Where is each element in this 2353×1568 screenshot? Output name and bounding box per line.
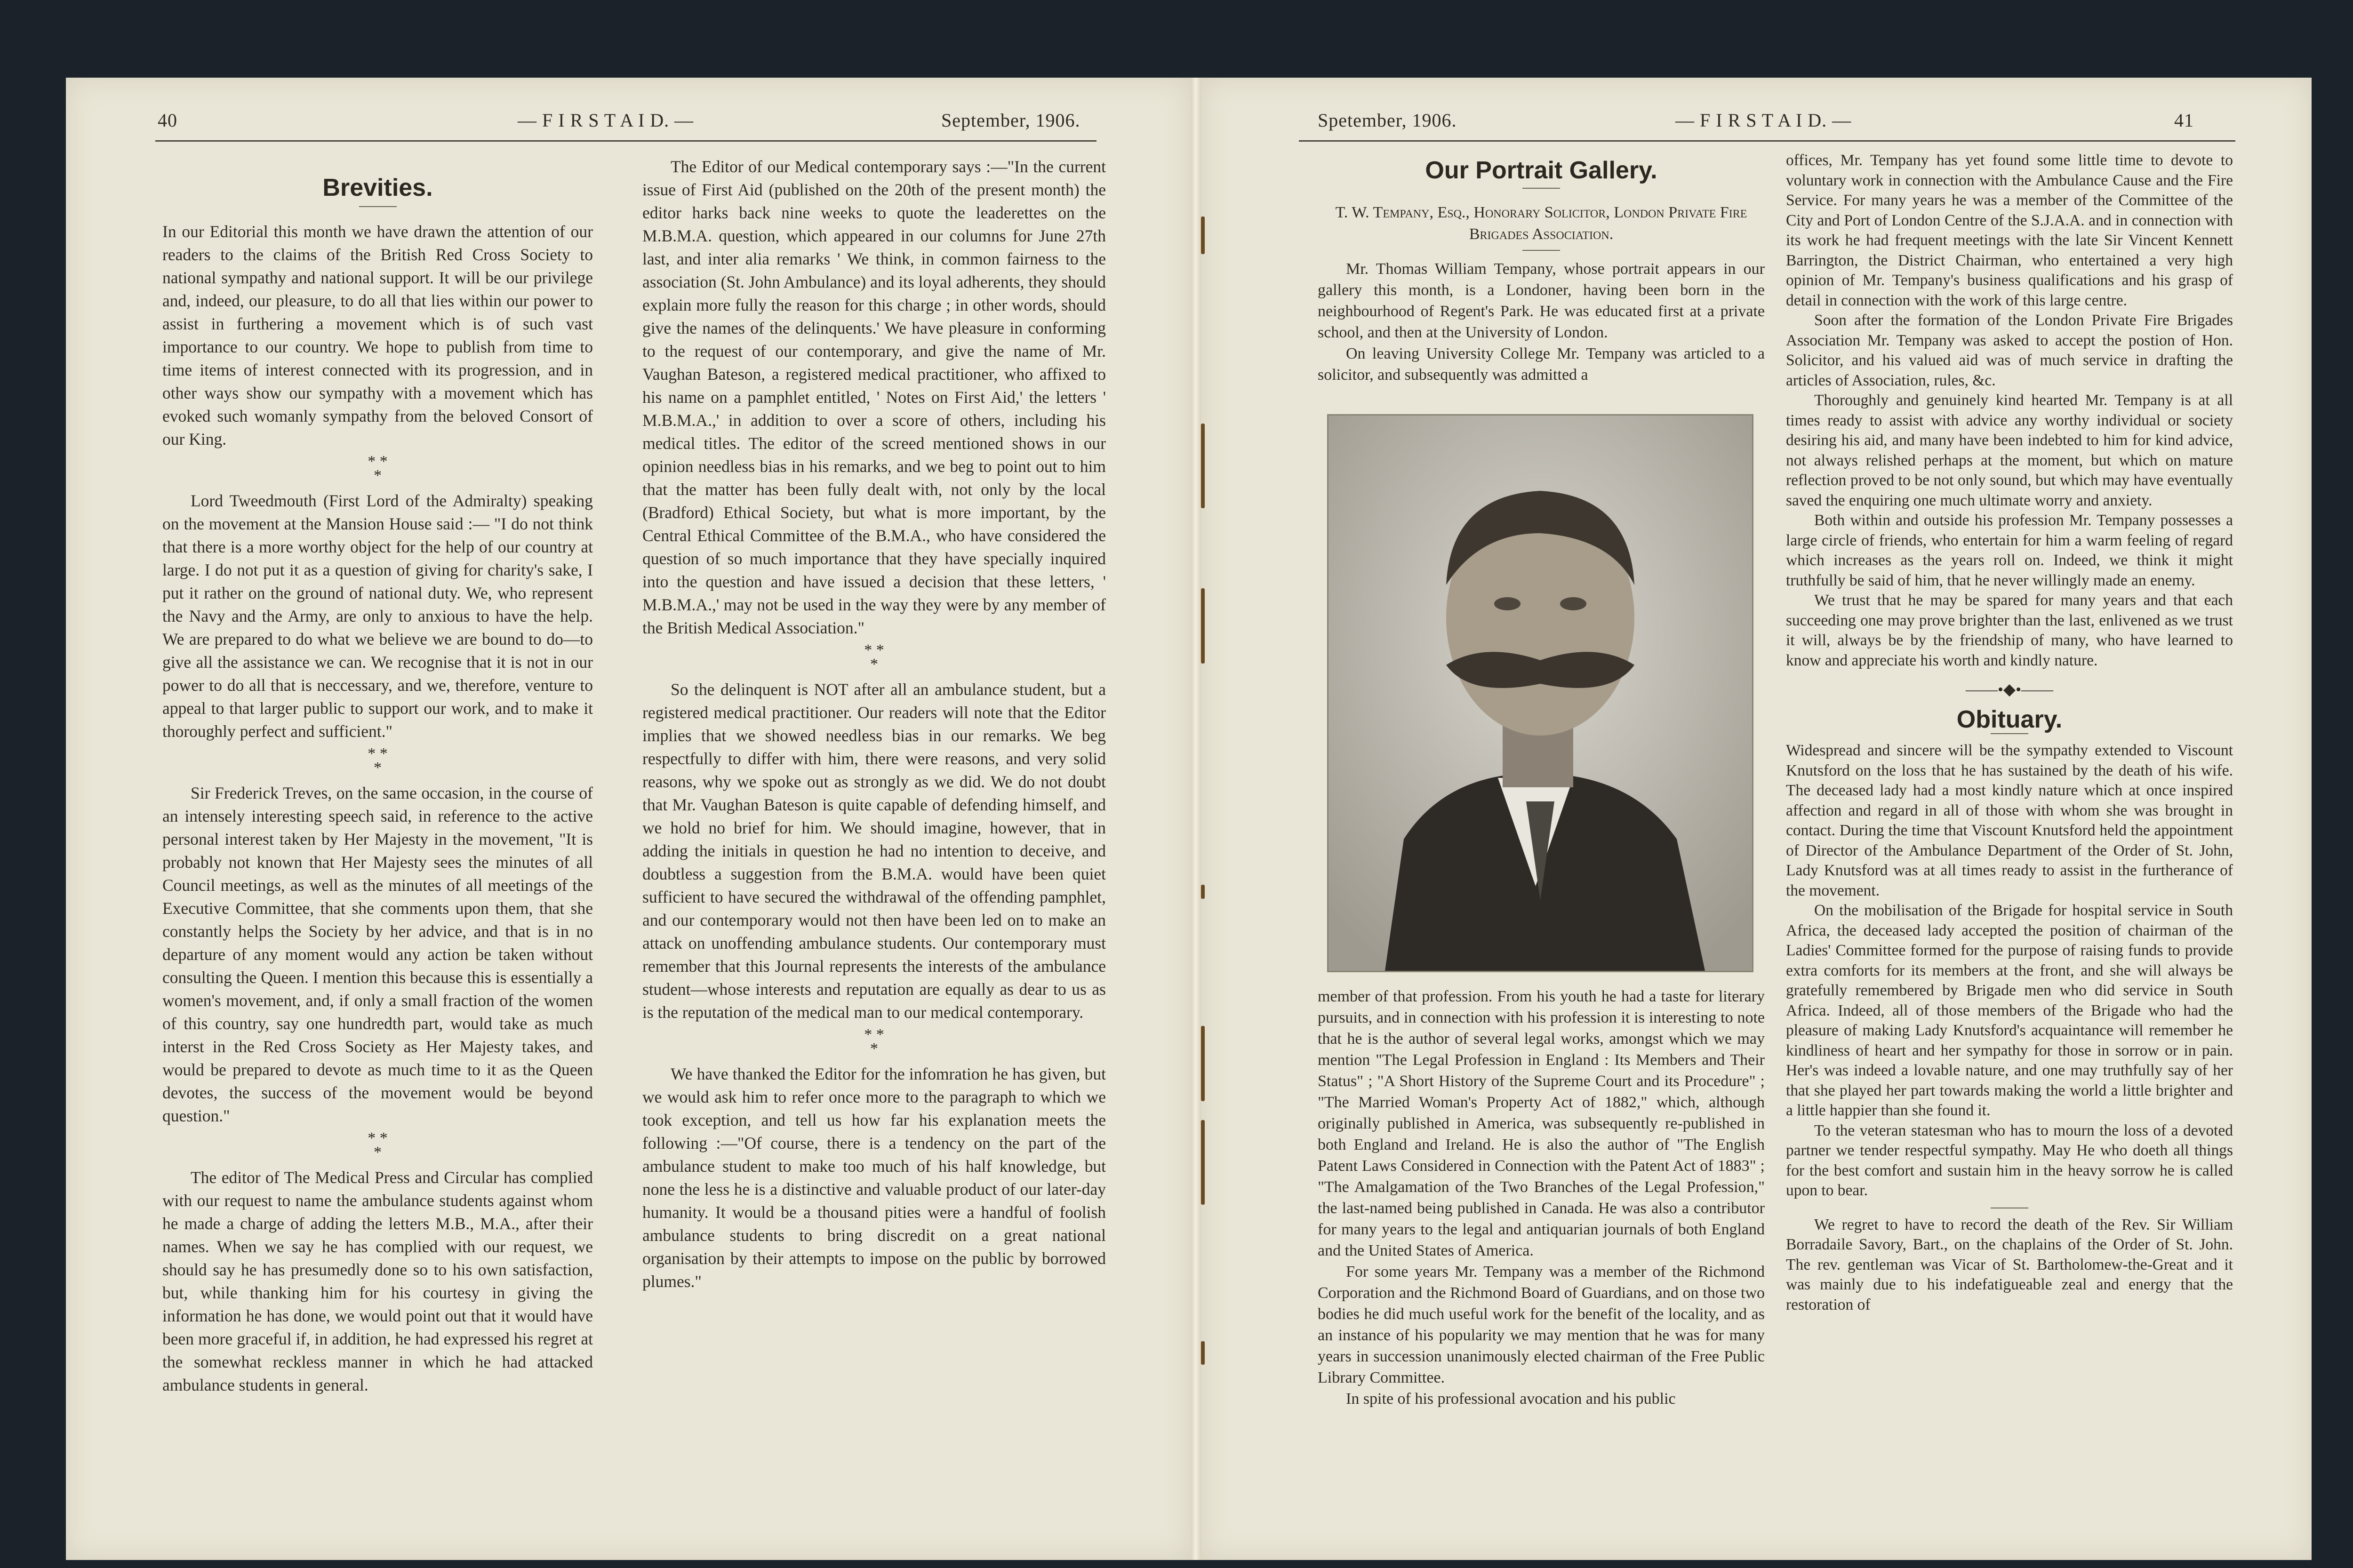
section-stars: * * * — [864, 1026, 884, 1057]
binding-stitch — [1201, 885, 1205, 899]
section-stars: * * * — [368, 1129, 388, 1161]
binding-stitch — [1201, 1341, 1205, 1365]
portrait-paragraph: Soon after the formation of the London Private Fire Brigades Association Mr. Tempany was asked to accept the postion of Hon. Solicitor, and his valued aid was of much service in drafting the articles of Association, rules, &c. — [1786, 312, 2233, 389]
obituary-paragraph: Widespread and sincere will be the sympathy extended to Viscount Knutsford on the loss that he has sustained by the death of his wife. The deceased lady had a most kindly nature which at once inspired affection and regard in all of those with whom she was brought in contact. During the time that Viscount Knutsford held the appointment of Director of the Ambulance Department of the Order of St. John, Lady Knutsford was at all times ready to assist in the furtherance of the movement. — [1786, 742, 2233, 899]
portrait-paragraph: Thoroughly and genuinely kind hearted Mr. Tempany is at all times ready to assist with advice any worthy individual or society desiring his aid, and many have been indebted to him for kind advice, not always relished perhaps at the moment, but which on mature reflection proved to be not only sound, but which may have eventually saved the enquiring one much ultimate worry and anxiety. — [1786, 392, 2233, 509]
page-number: 41 — [2174, 110, 2194, 131]
obituary-paragraph: We regret to have to record the death of the Rev. Sir William Borradaile Savory, Bart., on the chaplains of the Order of St. John. The rev. gentleman was Vicar of St. Bartholomew-the-Great and it was mainly due to his indefatigueable zeal and energy that the restoration of — [1786, 1216, 2233, 1313]
header-rule — [155, 140, 1096, 142]
left-column-2 — [642, 155, 1106, 1293]
brevities-paragraph: The Editor of our Medical contemporary says :—"In the current issue of First Aid (published on the 20th of the present month) the editor harks back nine weeks to quote the leaderettes on the M.B.M.A. question, which appeared in our columns for June 27th last, and inter alia remarks ' We think, in common fairness to the association (St. John Ambulance) and its loyal adherents, they should explain more fully the reason for this charge ; in other words, should give the names of the delinquents.' We have pleasure in conforming to the request of our contemporary, and give the name of Mr. Vaughan Bateson, a registered medical practitioner, who affixed to his name on a pamphlet entitled, ' Notes on First Aid,' the letters ' M.B.M.A.,' in addition to over a score of others, including his medical titles. The editor of the screed mentioned shows in our opinion needless bias in his remarks, and we beg to point out to him that the matter has been fully dealt with, not only by the local (Bradford) Ethical Society, but what is more important, by the Central Ethical Committee of the B.M.A., who have considered the question of so much importance that they have specially inquired into the question and have issued a decision that these letters, ' M.B.M.A.,' may not be used in the way they were by any member of the British Medical Association." — [642, 157, 1106, 637]
byline-rule — [1522, 250, 1560, 251]
portrait-paragraph: member of that profession. From his youth he had a taste for literary pursuits, and in connection with his profession it is interesting to note that he is the author of several legal works, amongst which we may mention "The Legal Profession in England : Its Members and Their Status" ; "A Short History of the Supreme Court and its Procedure" ; "The Married Woman's Property Act of 1882," which, although originally published in America, was subsequently re-published in both England and Ireland. He is also the author of "The English Patent Laws Considered in Connection with the Patent Act of 1883" ; "The Amalgamation of the Two Branches of the Legal Profession," the last-named being published in Canada. He was also a contributor for many years to the legal and antiquarian journals of both England and the United States of America. — [1318, 988, 1765, 1259]
issue-date: September, 1906. — [941, 110, 1080, 131]
portrait-paragraph: On leaving University College Mr. Tempany was articled to a solicitor, and subsequently was admitted a — [1318, 345, 1765, 384]
right-column-1-top — [1318, 155, 1765, 385]
portrait-gallery-heading: Our Portrait Gallery. — [1425, 157, 1657, 184]
binding-stitch — [1201, 1120, 1205, 1205]
portrait-paragraph: For some years Mr. Tempany was a member of the Richmond Corporation and the Richmond Board of Guardians, and on those two bodies he did much useful work for the benefit of the locality, and as an instance of his popularity we may mention that he was for many years in succession unanimously elected chairman of the Free Public Library Committee. — [1318, 1263, 1765, 1386]
running-title: — F I R S T A I D. — — [1675, 110, 1852, 131]
brevities-paragraph: We have thanked the Editor for the infomration he has given, but we would ask him to refer once more to the paragraph to which we took exception, and tell us how far his explanation meets the following :—"Of course, there is a tendency on the part of the ambulance student to make too much of his half knowledge, but none the less he is a distinctive and valuable product of our later-day humanity. It would be a thousand pities were a handful of foolish ambulance students to bring discredit on a great national organisation by their attempts to impose on the public by borrowed plumes." — [642, 1064, 1106, 1291]
binding-stitch — [1201, 424, 1205, 508]
obituary-paragraph: On the mobilisation of the Brigade for hospital service in South Africa, the deceased lady accepted the position of chairman of the Ladies' Committee formed for the purpose of raising funds to provide extra comforts for its members at the front, and she will always be gratefully remembered by Brigade men who did service in South Africa. Indeed, all of those members of the Brigade who had the pleasure of making Lady Knutsford's acquaintance will remember he kindliness of heart and her sympathy for those in sorrow or in pain. Her's was indeed a lovable nature, and one may truthfully say of her that she played her part towards making the world a little brighter and a little happier than she found it. — [1786, 902, 2233, 1119]
section-stars: * * * — [368, 453, 388, 484]
brevities-paragraph: So the delinquent is NOT after all an ambulance student, but a registered medical practitioner. Our readers will note that the Editor implies that we showed needless bias in our remarks. We beg respectfully to differ with him, there were reasons, and very solid reasons, why we spoke out as strongly as we did. We do not doubt that Mr. Vaughan Bateson is quite capable of defending himself, and we hold no brief for him. We should imagine, however, that in adding the initials in question he had no intention to deceive, and doubtless a suggestion from the B.M.A. would have been quiet sufficient to have secured the withdrawal of the offending pamphlet, and our contemporary would not then have been led on to make an attack on unoffending ambulance students. Our contemporary must remember that this Journal represents the interests of the ambulance student—whose interests and reputation are equally as dear to us as is the reputation of the medical man to our medical contemporary. — [642, 680, 1106, 1022]
portrait-paragraph: offices, Mr. Tempany has yet found some little time to devote to voluntary work in connection with the Ambulance Cause and the Fire Service. For many years he was a member of the Committee of the City and Port of London Centre of the S.J.A.A. and in connection with its work he had frequent meetings with the late Sir Vincent Kennett Barrington, the District Chairman, who entertained a very high opinion of Mr. Tempany's business qualifications and his grasp of detail in connection with the work of this large centre. — [1786, 152, 2233, 309]
portrait-byline: T. W. Tempany, Esq., Honorary Solicitor, London Private Fire Brigades Association. — [1335, 204, 1747, 243]
brevities-paragraph: The editor of The Medical Press and Circular has complied with our request to name the ambulance students against whom he made a charge of adding the letters M.B., M.A., after their names. When we say he has complied with our request, we should say he has presumedly done so to his own satisfaction, but, while thanking him for his courtesy in giving the information he has done, we would point out that it would have been more graceful if, in addition, he had expressed his regret at the somewhat reckless manner in which he had attacked ambulance students in general. — [162, 1168, 593, 1394]
issue-date: Spetember, 1906. — [1318, 110, 1457, 131]
section-stars: * * * — [368, 745, 388, 776]
page-number: 40 — [158, 110, 177, 131]
portrait-paragraph: Both within and outside his profession Mr. Tempany possesses a large circle of friends, who entertain for him a warm feeling of regard which increases as the years roll on. Indeed, we think it might truthfully be said of him, that he never willingly made an enemy. — [1786, 512, 2233, 589]
brevities-paragraph: In our Editorial this month we have drawn the attention of our readers to the claims of the British Red Cross Society to national sympathy and national support. It will be our privilege and, indeed, our pleasure, to do all that lies within our power to assist in furthering a movement which is of such vast importance to our country. We hope to publish from time to time items of interest connected with its progression, and in other ways show our sympathy with a movement which has evoked such womanly sympathy from the beloved Consort of our King. — [162, 222, 593, 448]
left-column-1 — [162, 172, 593, 1397]
right-column-1-bottom — [1318, 986, 1765, 1409]
portrait-paragraph: In spite of his professional avocation and his public — [1346, 1390, 1676, 1408]
page-gutter — [1191, 78, 1201, 1560]
heading-rule — [359, 206, 397, 207]
running-title: — F I R S T A I D. — — [518, 110, 694, 131]
binding-stitch — [1201, 588, 1205, 664]
portrait-paragraph: We trust that he may be spared for many years and that each succeeding one may prove brighter than the last, enlivened as we trust it will, always be by the friendship of many, who have learned to know and appreciate his worth and kindly nature. — [1786, 592, 2233, 669]
brevities-paragraph: Sir Frederick Treves, on the same occasion, in the course of an intensely interesting speech said, in reference to the active personal interest taken by Her Majesty in the movement, "It is probably not known that Her Majesty sees the minutes of all Council meetings, as well as the minutes of all meetings of the Executive Committee, that she comments upon them, that she constantly helps the Society by her advice, and that is in no departure of any moment would any action be taken without consulting the Queen. I mention this because this is essentially a women's movement, and, if only a small fraction of the women of this country, say one hundredth part, would take as much interst in the Red Cross Society as Her Majesty takes, and would be prepared to devote as much time to it as the Queen devotes, the success of the movement would be beyond question." — [162, 784, 593, 1125]
portrait-illustration — [1329, 416, 1752, 971]
heading-rule — [1991, 733, 2028, 734]
heading-rule — [1522, 188, 1560, 189]
brevities-heading: Brevities. — [322, 174, 433, 201]
portrait-photo — [1327, 414, 1753, 972]
portrait-paragraph: Mr. Thomas William Tempany, whose portrait appears in our gallery this month, is a Londoner, having been born in the neighbourhood of Regent's Park. He was educated first at a private school, and then at the University of London. — [1318, 260, 1765, 341]
obituary-heading: Obituary. — [1956, 705, 2063, 733]
binding-stitch — [1201, 216, 1205, 254]
ornament-divider: ——•◆•—— — [1966, 681, 2053, 698]
obituary-paragraph: To the veteran statesman who has to mourn the loss of a devoted partner we tender respectful sympathy. May He who doeth all things for the best comfort and sustain him in the heavy sorrow he is called upon to bear. — [1786, 1121, 2233, 1199]
header-rule — [1299, 140, 2235, 142]
right-column-2 — [1786, 151, 2233, 1315]
brevities-paragraph: Lord Tweedmouth (First Lord of the Admiralty) speaking on the movement at the Mansion House said :— "I do not think that there is a more worthy object for the help of our country at large. I do not put it as a question of giving for charity's sake, I put it rather on the ground of national duty. We, who represent the Navy and the Army, are only to anxious to have the help. We are prepared to do what we believe we are bound to do—to give all the assistance we can. We recognise that it is not in our power to do all that is neccessary, and we, therefore, venture to appeal to that larger public to support our work, and to make it thoroughly perfect and sufficient." — [162, 491, 593, 741]
binding-stitch — [1201, 1026, 1205, 1101]
section-stars: * * * — [864, 641, 884, 673]
